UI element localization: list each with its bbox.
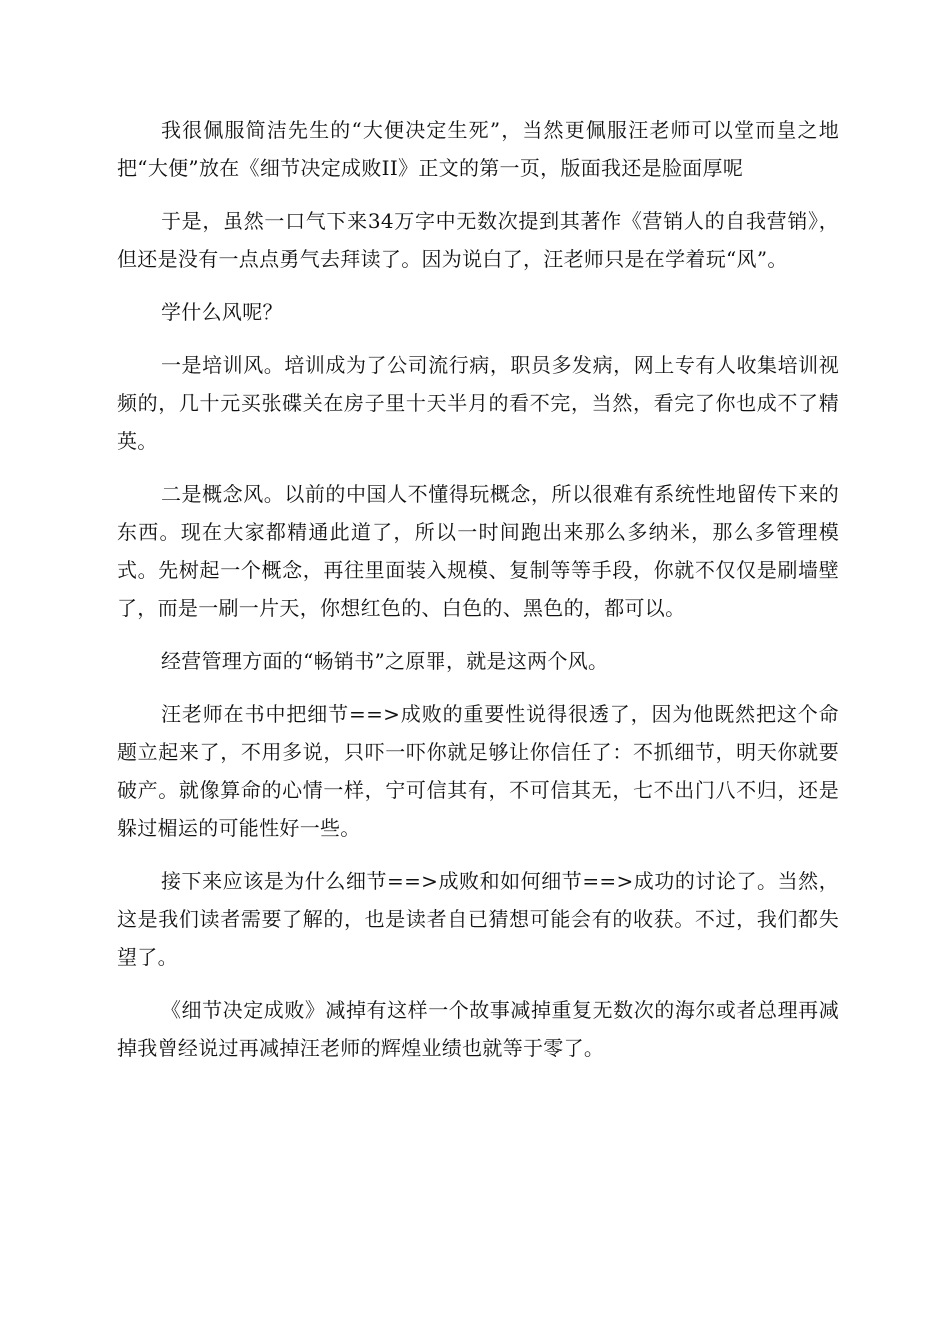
paragraph-6: 经营管理方面的“畅销书”之原罪，就是这两个风。 — [161, 649, 609, 673]
paragraph-4: 一是培训风。培训成为了公司流行病，职员多发病，网上专有人收集培训视频的，几十元买张碟关在房子里十天半月的看不完，当然，看完了你也成不了精英。 — [117, 353, 839, 453]
paragraph-7: 汪老师在书中把细节==>成败的重要性说得很透了，因为他既然把这个命题立起来了，不用多说，只吓一吓你就足够让你信任了：不抓细节，明天你就要破产。就像算命的心情一样，宁可信其有，不可信其无，七不出门八不归，还是躲过楣运的可能性好一些。 — [117, 702, 839, 840]
paragraph-5: 二是概念风。以前的中国人不懂得玩概念，所以很难有系统性地留传下来的东西。现在大家都精通此道了，所以一时间跑出来那么多纳米，那么多管理模式。先树起一个概念，再往里面装入规模、复制等等手段，你就不仅仅是刷墙壁了，而是一刷一片天，你想红色的、白色的、黑色的，都可以。 — [117, 482, 839, 620]
article-body — [117, 111, 839, 1082]
paragraph-1: 我很佩服简洁先生的“大便决定生死”，当然更佩服汪老师可以堂而皇之地把“大便”放在《细节决定成败II》正文的第一页，版面我还是脸面厚呢 — [117, 118, 839, 180]
paragraph-3: 学什么风呢？ — [161, 300, 283, 324]
paragraph-2: 于是，虽然一口气下来34万字中无数次提到其著作《营销人的自我营销》，但还是没有一点点勇气去拜读了。因为说白了，汪老师只是在学着玩“风”。 — [117, 209, 839, 271]
paragraph-9: 《细节决定成败》减掉有这样一个故事减掉重复无数次的海尔或者总理再减掉我曾经说过再减掉汪老师的辉煌业绩也就等于零了。 — [117, 998, 839, 1060]
paragraph-8: 接下来应该是为什么细节==>成败和如何细节==>成功的讨论了。当然，这是我们读者需要了解的，也是读者自已猜想可能会有的收获。不过，我们都失望了。 — [117, 869, 839, 969]
